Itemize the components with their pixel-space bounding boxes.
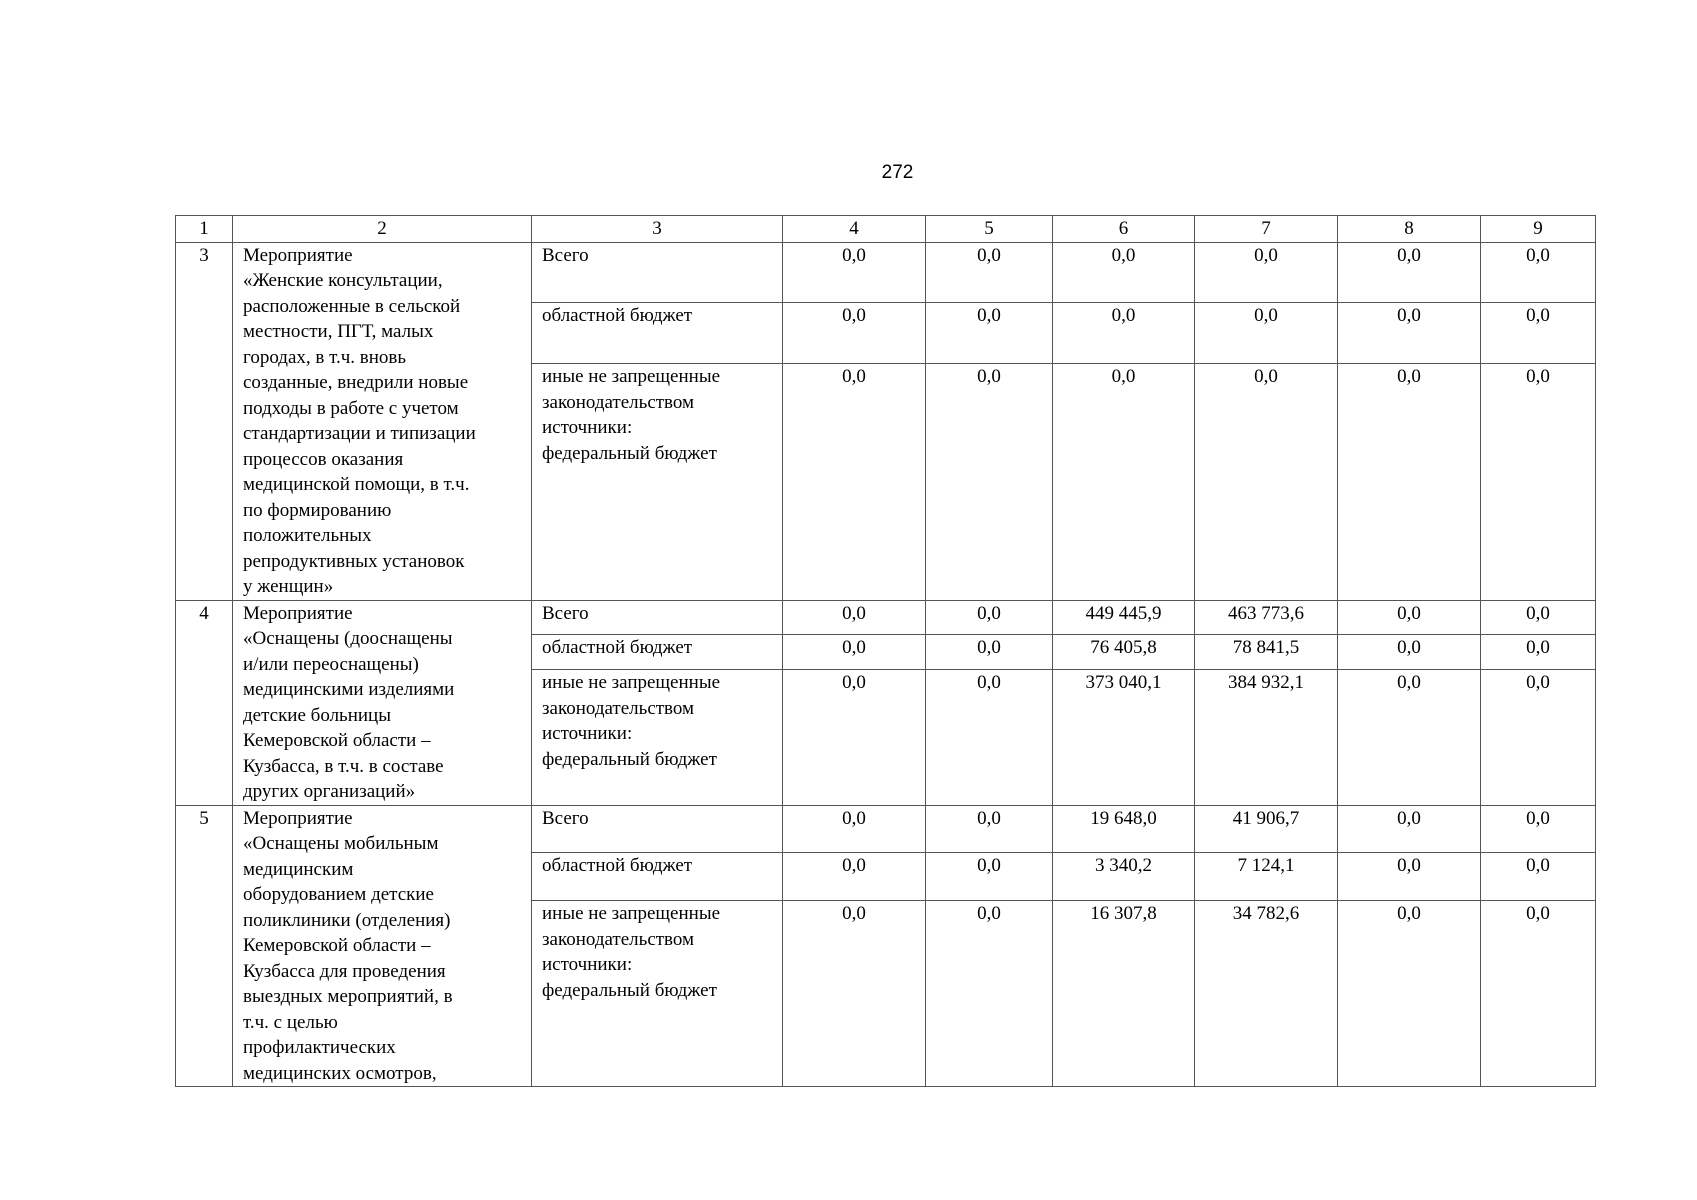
funding-source: [532, 303, 783, 364]
funding-source-line: законодательством: [542, 697, 695, 719]
funding-source-line: источники:: [542, 417, 633, 439]
page-number: 272: [881, 162, 914, 183]
activity-name-line: Мероприятие: [243, 602, 353, 624]
activity-name-line: медицинским: [243, 858, 354, 880]
value-cell: 0,0: [783, 303, 926, 364]
activity-name-line: местности, ПГТ, малых: [243, 321, 434, 342]
activity-name-line: Мероприятие: [243, 244, 353, 266]
funding-source-line: областной бюджет: [542, 637, 693, 659]
activity-name: [233, 600, 532, 805]
table-row: [176, 242, 1596, 303]
value-cell: 76 405,8: [1053, 635, 1195, 670]
value-cell: 0,0: [926, 670, 1053, 805]
funding-source-line: иные не запрещенные: [542, 366, 721, 388]
value-cell: 0,0: [926, 242, 1053, 303]
activity-name-line: Кемеровской области –: [243, 935, 431, 956]
activity-name-line: по формированию: [243, 499, 392, 521]
value-cell: 0,0: [1053, 364, 1195, 600]
header-cell: 3: [532, 216, 783, 243]
activity-name: [233, 805, 532, 1087]
funding-source: [532, 670, 783, 805]
value-cell: 0,0: [783, 670, 926, 805]
row-number: 5: [176, 805, 233, 1087]
value-cell: 0,0: [1338, 853, 1481, 901]
value-cell: 0,0: [1338, 364, 1481, 600]
value-cell: 0,0: [1195, 364, 1338, 600]
funding-source-line: иные не запрещенные: [542, 672, 721, 694]
value-cell: 16 307,8: [1053, 901, 1195, 1087]
activity-name-line: медицинских осмотров,: [243, 1062, 437, 1084]
value-cell: 0,0: [1338, 303, 1481, 364]
value-cell: 463 773,6: [1195, 600, 1338, 635]
activity-name-line: положительных: [243, 525, 372, 546]
value-cell: 0,0: [926, 853, 1053, 901]
funding-source-line: областной бюджет: [542, 305, 693, 327]
value-cell: 373 040,1: [1053, 670, 1195, 805]
value-cell: 0,0: [926, 303, 1053, 364]
value-cell: 34 782,6: [1195, 901, 1338, 1087]
activity-name-line: медицинской помощи, в т.ч.: [243, 474, 470, 495]
activity-name-line: «Женские консультации,: [243, 270, 443, 291]
activity-name-line: у женщин»: [243, 576, 334, 597]
funding-source-line: законодательством: [542, 391, 695, 413]
value-cell: 0,0: [1338, 805, 1481, 853]
value-cell: 0,0: [926, 901, 1053, 1087]
header-cell: 4: [783, 216, 926, 243]
value-cell: 0,0: [1481, 853, 1596, 901]
funding-source-line: Всего: [542, 807, 589, 829]
value-cell: 0,0: [1481, 242, 1596, 303]
funding-source-line: источники:: [542, 723, 633, 745]
header-cell: 1: [176, 216, 233, 243]
value-cell: 0,0: [926, 805, 1053, 853]
value-cell: 0,0: [926, 635, 1053, 670]
value-cell: 0,0: [1481, 303, 1596, 364]
activity-name-line: поликлиники (отделения): [243, 909, 451, 931]
activity-name-line: «Оснащены (дооснащены: [243, 628, 453, 649]
activity-name-line: городах, в т.ч. вновь: [243, 346, 407, 368]
funding-source: [532, 242, 783, 303]
value-cell: 0,0: [926, 364, 1053, 600]
funding-source-line: областной бюджет: [542, 855, 693, 877]
funding-source: [532, 635, 783, 670]
header-cell: 9: [1481, 216, 1596, 243]
funding-source-line: источники:: [542, 954, 633, 976]
header-cell: 2: [233, 216, 532, 243]
funding-source-line: федеральный бюджет: [542, 442, 717, 464]
value-cell: 0,0: [783, 901, 926, 1087]
value-cell: 449 445,9: [1053, 600, 1195, 635]
value-cell: 0,0: [926, 600, 1053, 635]
activity-name-line: медицинскими изделиями: [243, 679, 455, 700]
activity-name-line: профилактических: [243, 1037, 396, 1058]
activity-name-line: Кузбасса, в т.ч. в составе: [243, 755, 444, 777]
funding-source: [532, 600, 783, 635]
value-cell: 384 932,1: [1195, 670, 1338, 805]
value-cell: 78 841,5: [1195, 635, 1338, 670]
value-cell: 0,0: [783, 853, 926, 901]
value-cell: 0,0: [1338, 635, 1481, 670]
value-cell: 0,0: [783, 635, 926, 670]
value-cell: 0,0: [1053, 242, 1195, 303]
header-row: [176, 216, 1596, 243]
value-cell: 0,0: [1481, 805, 1596, 853]
funding-source: [532, 901, 783, 1087]
activity-name-line: т.ч. с целью: [243, 1011, 338, 1033]
activity-name-line: процессов оказания: [243, 448, 404, 470]
activity-name-line: «Оснащены мобильным: [243, 833, 439, 854]
table-row: [176, 600, 1596, 635]
value-cell: 0,0: [783, 364, 926, 600]
value-cell: 3 340,2: [1053, 853, 1195, 901]
value-cell: 0,0: [1481, 364, 1596, 600]
table-row: [176, 805, 1596, 853]
activity-name-line: подходы в работе с учетом: [243, 397, 459, 419]
activity-name-line: расположенные в сельской: [243, 295, 461, 317]
row-number: 3: [176, 242, 233, 600]
activity-name-line: Мероприятие: [243, 807, 353, 829]
value-cell: 0,0: [1481, 670, 1596, 805]
value-cell: 19 648,0: [1053, 805, 1195, 853]
activity-name-line: репродуктивных установок: [243, 550, 465, 572]
budget-table: [175, 215, 1596, 1087]
activity-name-line: детские больницы: [243, 704, 391, 726]
value-cell: 0,0: [1481, 600, 1596, 635]
header-cell: 7: [1195, 216, 1338, 243]
funding-source-line: Всего: [542, 244, 589, 266]
activity-name-line: оборудованием детские: [243, 884, 434, 905]
funding-source-line: законодательством: [542, 928, 695, 950]
value-cell: 7 124,1: [1195, 853, 1338, 901]
activity-name-line: Кемеровской области –: [243, 730, 431, 751]
activity-name-line: выездных мероприятий, в: [243, 986, 453, 1007]
funding-source-line: федеральный бюджет: [542, 748, 717, 770]
activity-name-line: и/или переоснащены): [243, 653, 419, 675]
value-cell: 0,0: [1338, 670, 1481, 805]
activity-name-line: других организаций»: [243, 781, 416, 802]
funding-source-line: иные не запрещенные: [542, 903, 721, 925]
funding-source: [532, 853, 783, 901]
value-cell: 0,0: [1481, 635, 1596, 670]
value-cell: 0,0: [783, 600, 926, 635]
value-cell: 0,0: [1195, 242, 1338, 303]
header-cell: 6: [1053, 216, 1195, 243]
value-cell: 0,0: [783, 805, 926, 853]
funding-source: [532, 805, 783, 853]
value-cell: 0,0: [1338, 901, 1481, 1087]
value-cell: 0,0: [1195, 303, 1338, 364]
funding-source-line: федеральный бюджет: [542, 979, 717, 1001]
value-cell: 0,0: [783, 242, 926, 303]
activity-name-line: Кузбасса для проведения: [243, 960, 446, 982]
header-cell: 5: [926, 216, 1053, 243]
value-cell: 0,0: [1338, 600, 1481, 635]
value-cell: 41 906,7: [1195, 805, 1338, 853]
header-cell: 8: [1338, 216, 1481, 243]
funding-source-line: Всего: [542, 602, 589, 624]
value-cell: 0,0: [1481, 901, 1596, 1087]
value-cell: 0,0: [1053, 303, 1195, 364]
activity-name-line: стандартизации и типизации: [243, 423, 476, 444]
activity-name-line: созданные, внедрили новые: [243, 372, 469, 393]
row-number: 4: [176, 600, 233, 805]
activity-name: [233, 242, 532, 600]
funding-source: [532, 364, 783, 600]
value-cell: 0,0: [1338, 242, 1481, 303]
